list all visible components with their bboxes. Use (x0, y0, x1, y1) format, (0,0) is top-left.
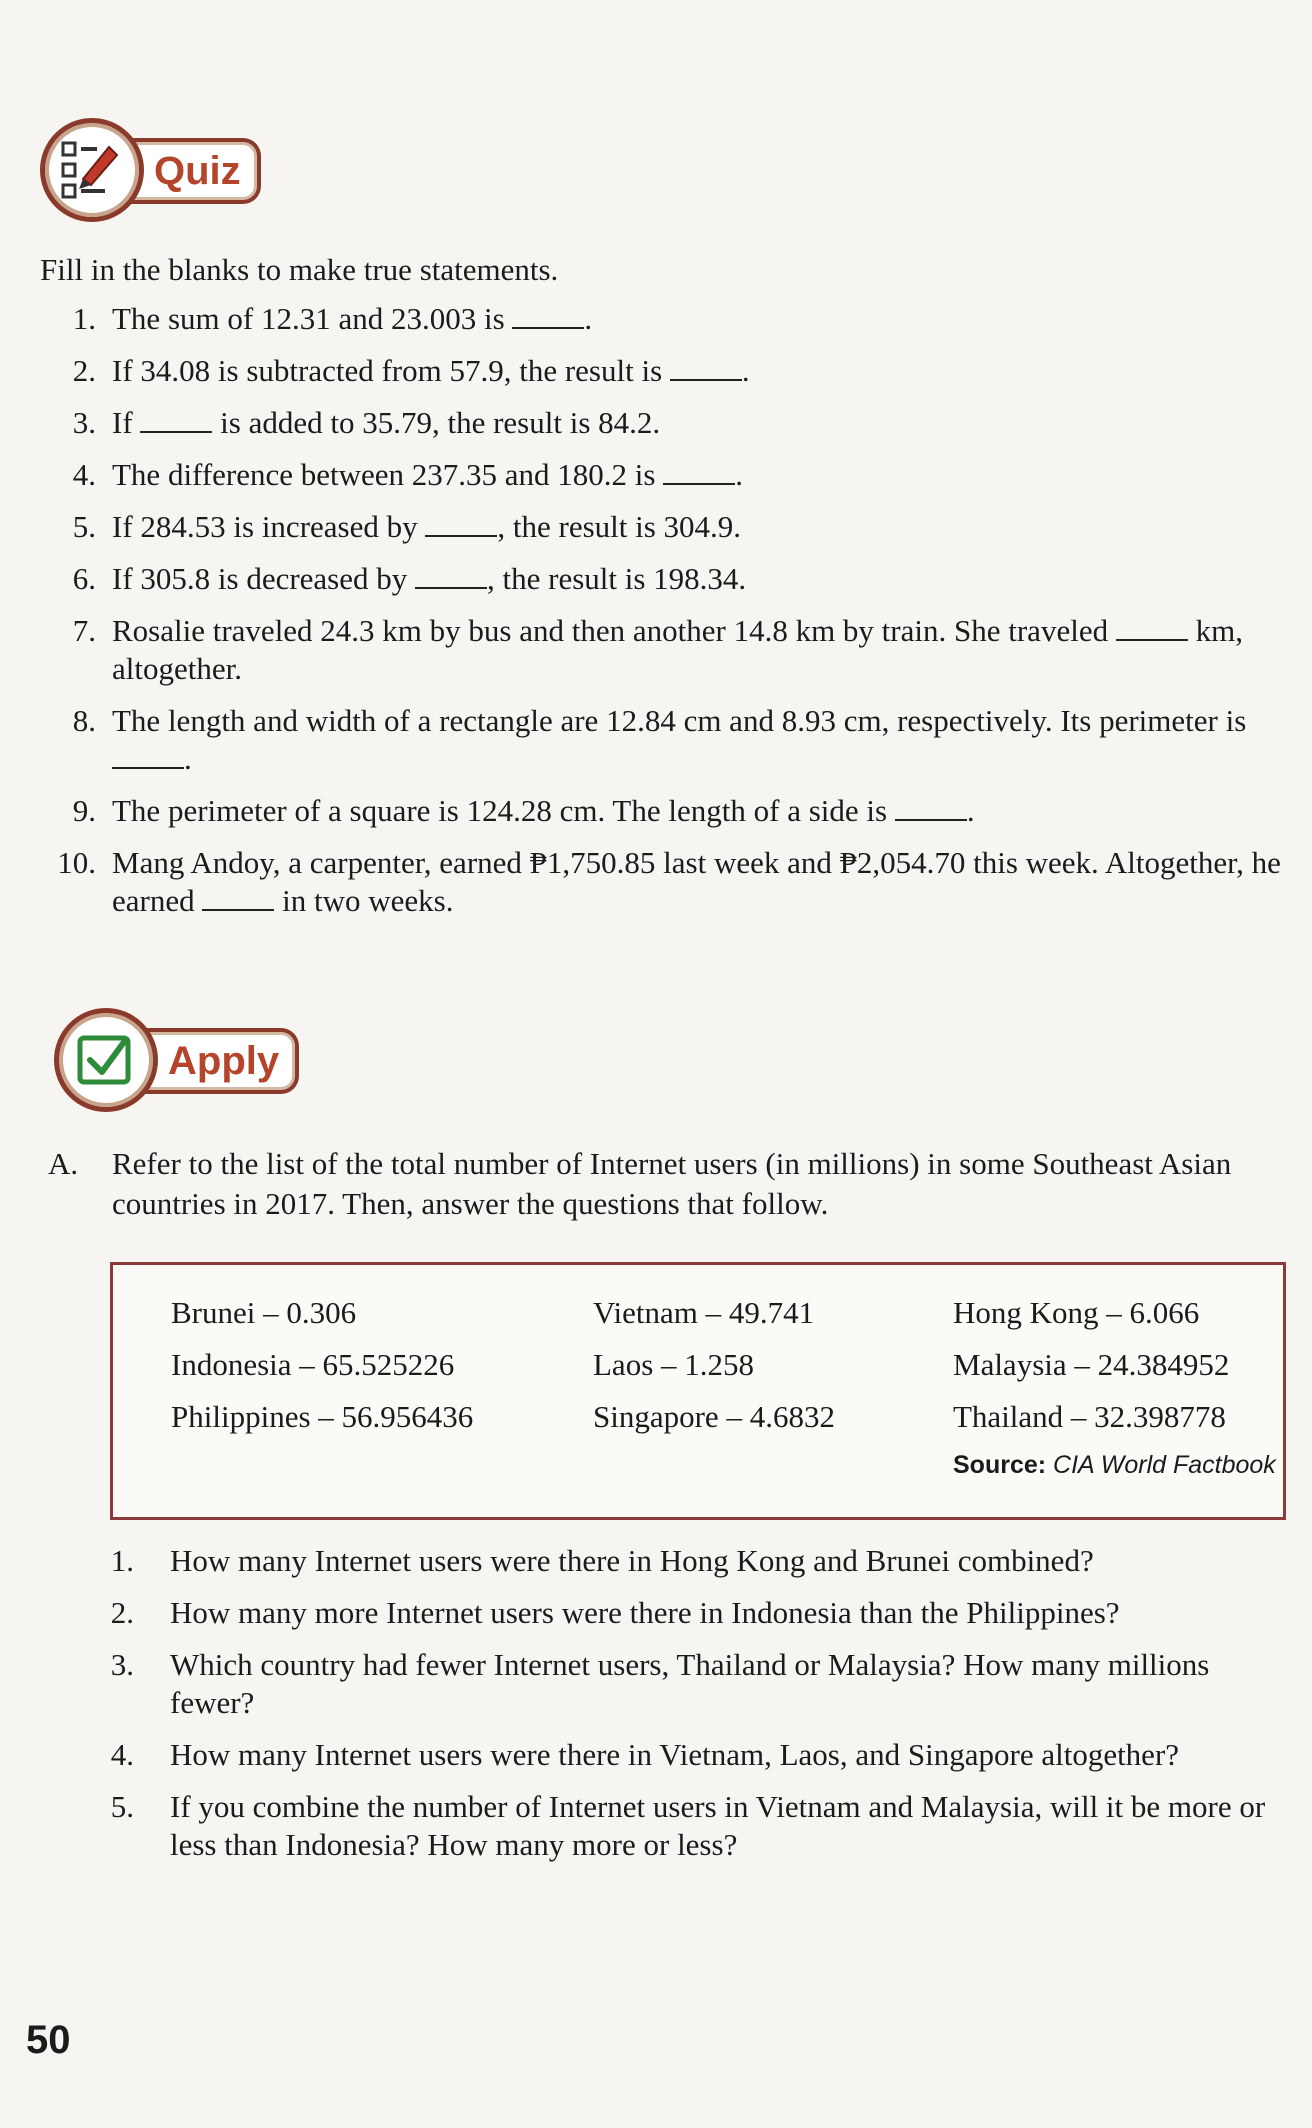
quiz-item: 3. If is added to 35.79, the result is 84.2. (72, 405, 661, 440)
question-item: 4. How many Internet users were there in Vietnam, Laos, and Singapore altogether? (110, 1737, 1180, 1772)
quiz-instruction: Fill in the blanks to make true statements. (40, 252, 559, 287)
quiz-item: 1. The sum of 12.31 and 23.003 is . (72, 301, 593, 336)
source-citation: Source: CIA World Factbook (953, 1451, 1276, 1479)
answer-blank (112, 741, 184, 769)
quiz-item: 7. Rosalie traveled 24.3 km by bus and then another 14.8 km by train. She traveled km, altogether. (72, 613, 1243, 686)
section-letter: A. (48, 1146, 79, 1181)
data-column (171, 1287, 473, 1443)
data-column (593, 1287, 835, 1443)
quiz-item: 8. The length and width of a rectangle are 12.84 cm and 8.93 cm, respectively. Its perimeter is . (72, 703, 1247, 776)
data-entry: Singapore – 4.6832 (593, 1399, 835, 1434)
answer-blank (1116, 613, 1188, 641)
answer-blank (512, 301, 584, 329)
question-item: 3. Which country had fewer Internet users, Thailand or Malaysia? How many millions fewer? (110, 1647, 1210, 1720)
data-entry: Indonesia – 65.525226 (171, 1347, 455, 1382)
quiz-list (50, 300, 1290, 934)
internet-users-box (110, 1262, 1286, 1520)
data-entry: Malaysia – 24.384952 (953, 1347, 1230, 1382)
question-item: 1. How many Internet users were there in Hong Kong and Brunei combined? (110, 1543, 1094, 1578)
answer-blank (425, 509, 497, 537)
page-number: 50 (26, 2018, 71, 2062)
quiz-item: 5. If 284.53 is increased by , the result is 304.9. (72, 509, 742, 544)
answer-blank (140, 405, 212, 433)
data-entry: Brunei – 0.306 (171, 1295, 357, 1330)
apply-badge (54, 1008, 314, 1118)
checklist-icon (40, 118, 144, 222)
quiz-item: 2. If 34.08 is subtracted from 57.9, the result is . (72, 353, 750, 388)
section-intro: Refer to the list of the total number of Internet users (in millions) in some Southeast Asian countries in 2017. Then, answer the questions that follow. (112, 1146, 1232, 1221)
data-entry: Laos – 1.258 (593, 1347, 755, 1382)
question-list (100, 1542, 1280, 1878)
quiz-item: 9. The perimeter of a square is 124.28 cm. The length of a side is . (72, 793, 975, 828)
answer-blank (895, 793, 967, 821)
apply-section-a (48, 1144, 1298, 1224)
question-item: 5. If you combine the number of Internet users in Vietnam and Malaysia, will it be more or less than Indonesia? How many more or less? (110, 1789, 1266, 1862)
answer-blank (202, 883, 274, 911)
data-column (953, 1287, 1229, 1443)
checkbox-check-icon (54, 1008, 158, 1112)
quiz-item: 4. The difference between 237.35 and 180.2 is . (72, 457, 743, 492)
question-item: 2. How many more Internet users were there in Indonesia than the Philippines? (110, 1595, 1120, 1630)
data-entry: Hong Kong – 6.066 (953, 1295, 1200, 1330)
answer-blank (415, 561, 487, 589)
data-entry: Vietnam – 49.741 (593, 1295, 815, 1330)
quiz-label: Quiz (110, 138, 261, 204)
quiz-item: 10. Mang Andoy, a carpenter, earned ₱1,750.85 last week and ₱2,054.70 this week. Altogether, he earned in two weeks. (57, 845, 1281, 918)
answer-blank (670, 353, 742, 381)
answer-blank (663, 457, 735, 485)
data-entry: Thailand – 32.398778 (953, 1399, 1226, 1434)
quiz-item: 6. If 305.8 is decreased by , the result is 198.34. (72, 561, 747, 596)
quiz-badge (40, 118, 280, 228)
apply-label: Apply (124, 1028, 299, 1094)
data-entry: Philippines – 56.956436 (171, 1399, 474, 1434)
